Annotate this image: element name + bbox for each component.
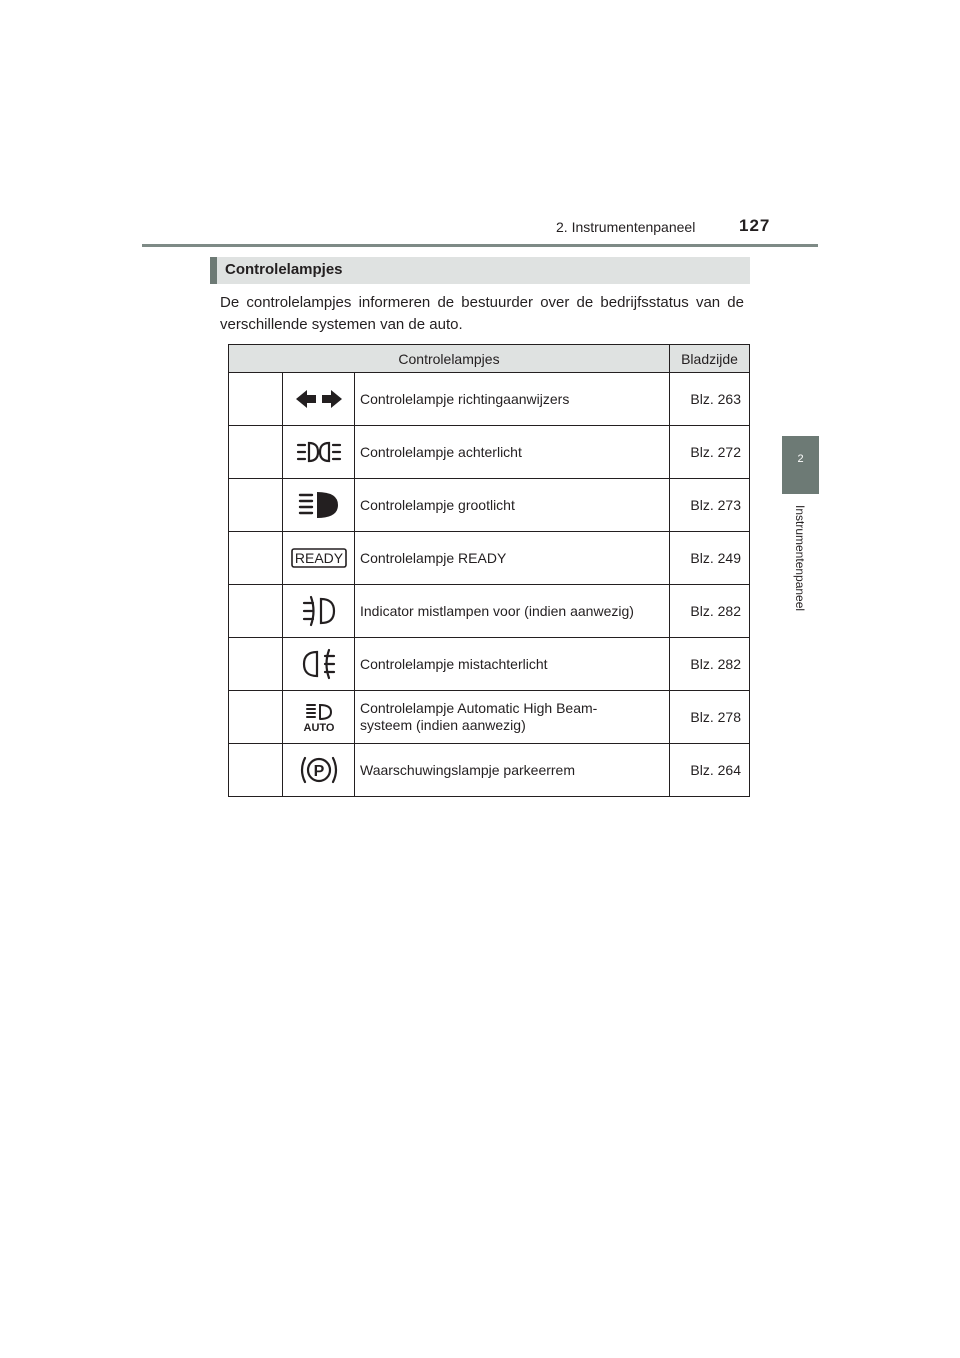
icon-cell — [283, 744, 355, 797]
icon-cell — [283, 638, 355, 691]
description-text: Indicator mistlampen voor (indien aanwezig) — [360, 602, 634, 619]
side-tab-label-text: Instrumentenpaneel — [793, 505, 807, 612]
page-reference: Blz. 264 — [670, 744, 750, 797]
description-cell — [355, 426, 670, 479]
page-reference: Blz. 278 — [670, 691, 750, 744]
table-header-row — [229, 345, 750, 373]
high-beam-icon — [297, 490, 341, 520]
tail-light-icon — [295, 439, 343, 465]
header-divider — [142, 244, 818, 247]
description-text: Controlelampje grootlicht — [360, 496, 515, 513]
blank-cell — [229, 638, 283, 691]
table-row — [229, 691, 750, 744]
table-row — [229, 585, 750, 638]
description-text: systeem (indien aanwezig) — [360, 717, 526, 733]
ready-icon — [291, 548, 347, 568]
icon-cell — [283, 691, 355, 744]
description-text: Waarschuwingslampje parkeerrem — [360, 761, 576, 778]
description-text: Controlelampje Automatic High Beam- — [360, 700, 598, 716]
blank-cell — [229, 744, 283, 797]
description-cell — [355, 373, 670, 426]
description-cell — [355, 691, 670, 744]
table-row — [229, 479, 750, 532]
blank-cell — [229, 479, 283, 532]
ready-icon-text: READY — [294, 550, 343, 566]
blank-cell — [229, 691, 283, 744]
description-text: Controlelampje achterlicht — [360, 443, 522, 460]
icon-cell — [283, 426, 355, 479]
description-cell — [355, 638, 670, 691]
header-page: Bladzijde — [670, 345, 750, 373]
page-reference: Blz. 273 — [670, 479, 750, 532]
description-text: Controlelampje mistachterlicht — [360, 655, 548, 672]
icon-cell — [283, 373, 355, 426]
page-reference: Blz. 263 — [670, 373, 750, 426]
icon-cell — [283, 585, 355, 638]
parking-brake-icon — [298, 753, 340, 787]
blank-cell — [229, 373, 283, 426]
auto-icon-text: AUTO — [303, 722, 334, 733]
section-intro: De controlelampjes informeren de bestuurder over de bedrijfsstatus van de verschillende systemen van de auto. — [220, 294, 744, 333]
section-title: Controlelampjes — [225, 261, 343, 278]
section-heading-bar — [210, 257, 217, 284]
page-reference: Blz. 282 — [670, 638, 750, 691]
parking-icon-text: P — [313, 763, 324, 780]
icon-cell — [283, 479, 355, 532]
blank-cell — [229, 585, 283, 638]
description-cell — [355, 479, 670, 532]
description-text: Controlelampje READY — [360, 549, 507, 566]
auto-high-beam-icon — [299, 701, 339, 733]
side-tab-label — [780, 505, 820, 635]
table-row — [229, 744, 750, 797]
blank-cell — [229, 532, 283, 585]
description-cell — [355, 744, 670, 797]
side-tab-number: 2 — [782, 436, 819, 494]
page-reference: Blz. 282 — [670, 585, 750, 638]
chapter-title: 2. Instrumentenpaneel — [556, 219, 696, 235]
section-heading — [210, 257, 750, 284]
rear-fog-light-icon — [301, 648, 337, 680]
icon-cell — [283, 532, 355, 585]
table-row — [229, 532, 750, 585]
indicator-table — [228, 344, 750, 797]
page-reference: Blz. 272 — [670, 426, 750, 479]
table-row — [229, 638, 750, 691]
page-reference: Blz. 249 — [670, 532, 750, 585]
description-cell — [355, 532, 670, 585]
blank-cell — [229, 426, 283, 479]
header-lamps: Controlelampjes — [229, 345, 670, 373]
description-cell — [355, 585, 670, 638]
table-row — [229, 373, 750, 426]
front-fog-light-icon — [301, 595, 337, 627]
table-row — [229, 426, 750, 479]
description-text: Controlelampje richtingaanwijzers — [360, 390, 570, 407]
turn-signal-arrows-icon — [294, 387, 344, 411]
page-number: 127 — [739, 216, 771, 235]
